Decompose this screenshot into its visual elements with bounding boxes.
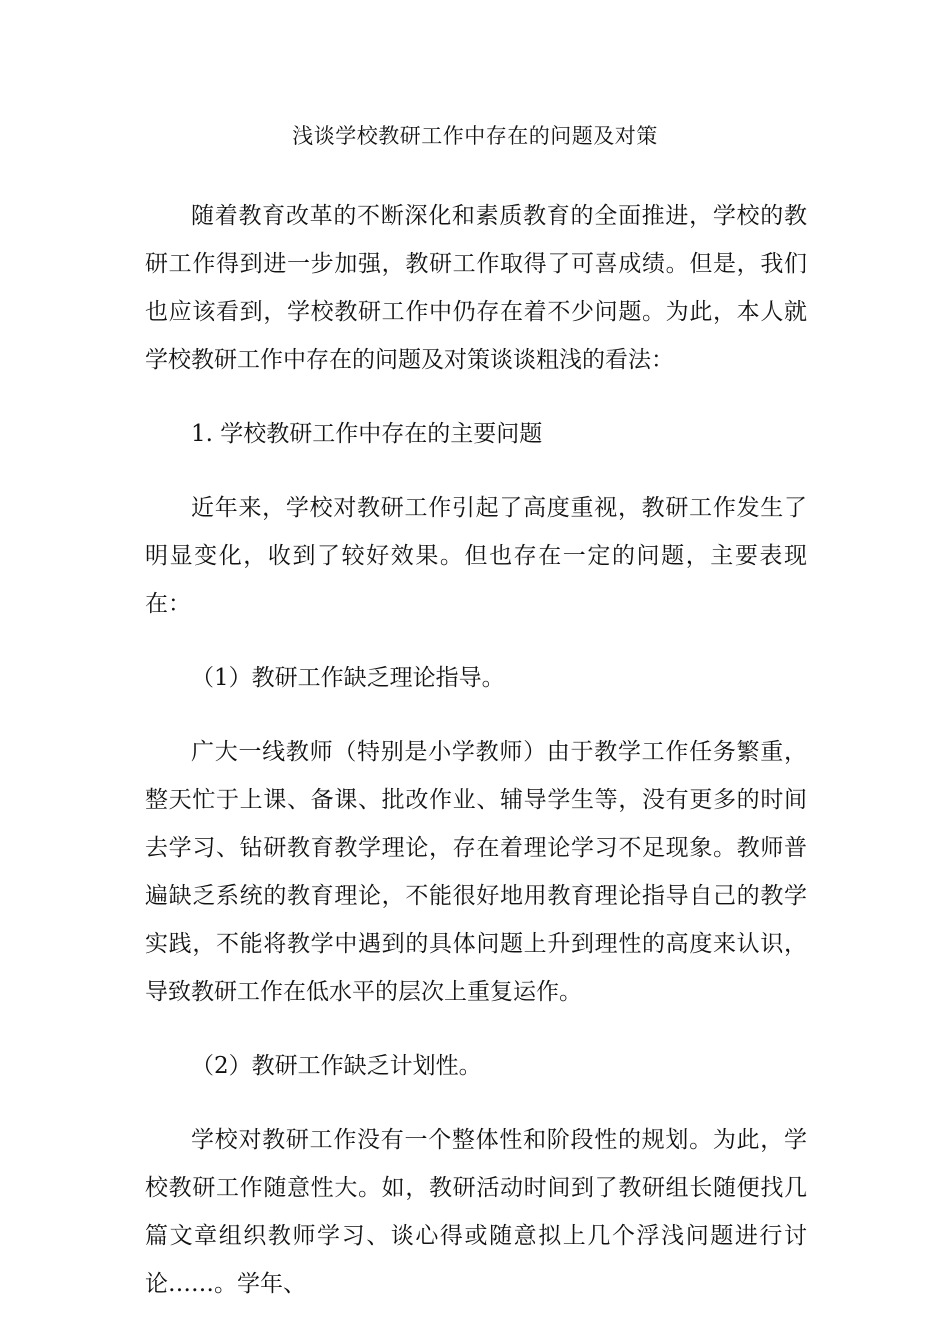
- paragraph-gap: [145, 628, 807, 654]
- section-heading-1: 1. 学校教研工作中存在的主要问题: [191, 421, 543, 447]
- paragraph-planning: 学校对教研工作没有一个整体性和阶段性的规划。为此，学校教研工作随意性大。如，教研活动时间到了教研组长随便找几篇文章组织教师学习、谈心得或随意拟上几个浮浅问题进行讨论……。学年、: [145, 1127, 807, 1297]
- subheading-2: （2）教研工作缺乏计划性。: [191, 1053, 482, 1079]
- document-body: [145, 192, 807, 1308]
- subheading-1: （1）教研工作缺乏理论指导。: [191, 665, 505, 691]
- paragraph-gap: [145, 702, 807, 728]
- paragraph-theory: 广大一线教师（特别是小学教师）由于教学工作任务繁重，整天忙于上课、备课、批改作业、辅导学生等，没有更多的时间去学习、钻研教育教学理论，存在着理论学习不足现象。教师普遍缺乏系统的教育理论，不能很好地用教育理论指导自己的教学实践，不能将教学中遇到的具体问题上升到理性的高度来认识，导致教研工作在低水平的层次上重复运作。: [145, 739, 807, 1005]
- paragraph-gap: [145, 458, 807, 484]
- paragraph-gap: [145, 1090, 807, 1116]
- paragraph-gap: [145, 384, 807, 410]
- document-title: 浅谈学校教研工作中存在的问题及对策: [292, 124, 658, 148]
- paragraph-intro: 随着教育改革的不断深化和素质教育的全面推进，学校的教研工作得到进一步加强，教研工作取得了可喜成绩。但是，我们也应该看到，学校教研工作中仍存在着不少问题。为此，本人就学校教研工作中存在的问题及对策谈谈粗浅的看法：: [145, 203, 807, 373]
- paragraph-gap: [145, 1016, 807, 1042]
- paragraph-recent-years: 近年来，学校对教研工作引起了高度重视，教研工作发生了明显变化，收到了较好效果。但也存在一定的问题，主要表现在：: [145, 495, 807, 617]
